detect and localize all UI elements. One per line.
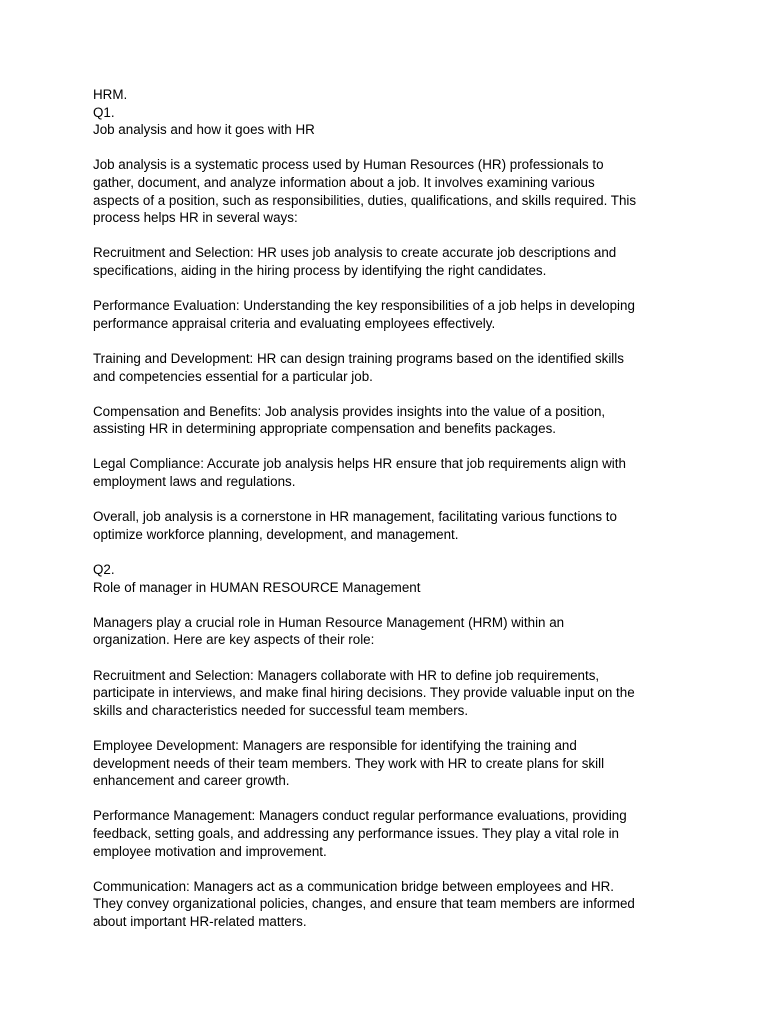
paragraph: [93, 297, 683, 332]
text-line: Employee Development: Managers are responsible for identifying the training and: [93, 737, 577, 753]
text-line: specifications, aiding in the hiring process by identifying the right candidates.: [93, 262, 547, 278]
text-line: feedback, setting goals, and addressing any performance issues. They play a vital role in: [93, 825, 620, 841]
paragraph: [93, 737, 683, 790]
text-line: Communication: Managers act as a communication bridge between employees and HR.: [93, 878, 615, 894]
text-line: enhancement and career growth.: [93, 773, 290, 789]
paragraph: [93, 86, 683, 139]
text-line: Training and Development: HR can design training programs based on the identified skills: [93, 350, 624, 366]
text-line: Managers play a crucial role in Human Resource Management (HRM) within an: [93, 614, 565, 630]
text-line: Recruitment and Selection: Managers collaborate with HR to define job requirements,: [93, 667, 600, 683]
text-line: Role of manager in HUMAN RESOURCE Management: [93, 579, 421, 595]
text-line: organization. Here are key aspects of their role:: [93, 632, 375, 648]
text-line: Job analysis is a systematic process used by Human Resources (HR) professionals to: [93, 157, 604, 173]
paragraph: [93, 403, 683, 438]
paragraph: [93, 614, 683, 649]
text-line: Q2.: [93, 562, 115, 578]
text-line: process helps HR in several ways:: [93, 210, 298, 226]
text-line: Performance Management: Managers conduct regular performance evaluations, providing: [93, 808, 627, 824]
text-line: aspects of a position, such as responsibilities, duties, qualifications, and skills required. This: [93, 192, 637, 208]
text-line: Q1.: [93, 104, 115, 120]
text-line: about important HR-related matters.: [93, 913, 307, 929]
text-line: Overall, job analysis is a cornerstone in HR management, facilitating various functions to: [93, 509, 617, 525]
paragraph: [93, 807, 683, 860]
paragraph: [93, 508, 683, 543]
text-line: They convey organizational policies, changes, and ensure that team members are informed: [93, 896, 635, 912]
text-line: Job analysis and how it goes with HR: [93, 122, 315, 138]
text-line: Compensation and Benefits: Job analysis provides insights into the value of a position,: [93, 403, 606, 419]
text-line: optimize workforce planning, development, and management.: [93, 526, 459, 542]
paragraph: [93, 156, 683, 226]
paragraph: [93, 455, 683, 490]
paragraph: [93, 244, 683, 279]
paragraph: [93, 878, 683, 931]
text-line: employee motivation and improvement.: [93, 843, 327, 859]
paragraph: [93, 561, 683, 596]
text-line: HRM.: [93, 87, 128, 102]
text-line: performance appraisal criteria and evaluating employees effectively.: [93, 315, 496, 331]
text-line: development needs of their team members. They work with HR to create plans for skill: [93, 755, 605, 771]
text-line: employment laws and regulations.: [93, 474, 296, 490]
paragraph: [93, 350, 683, 385]
text-line: participate in interviews, and make final hiring decisions. They provide valuable input on the: [93, 685, 635, 701]
text-line: Legal Compliance: Accurate job analysis helps HR ensure that job requirements align with: [93, 456, 626, 472]
document-body: [93, 86, 683, 931]
text-line: assisting HR in determining appropriate compensation and benefits packages.: [93, 421, 556, 437]
text-line: skills and characteristics needed for successful team members.: [93, 702, 469, 718]
text-line: Performance Evaluation: Understanding the key responsibilities of a job helps in developing: [93, 298, 635, 314]
text-line: and competencies essential for a particular job.: [93, 368, 373, 384]
text-line: gather, document, and analyze information about a job. It involves examining various: [93, 174, 595, 190]
paragraph: [93, 667, 683, 720]
text-line: Recruitment and Selection: HR uses job analysis to create accurate job descriptions and: [93, 245, 617, 261]
